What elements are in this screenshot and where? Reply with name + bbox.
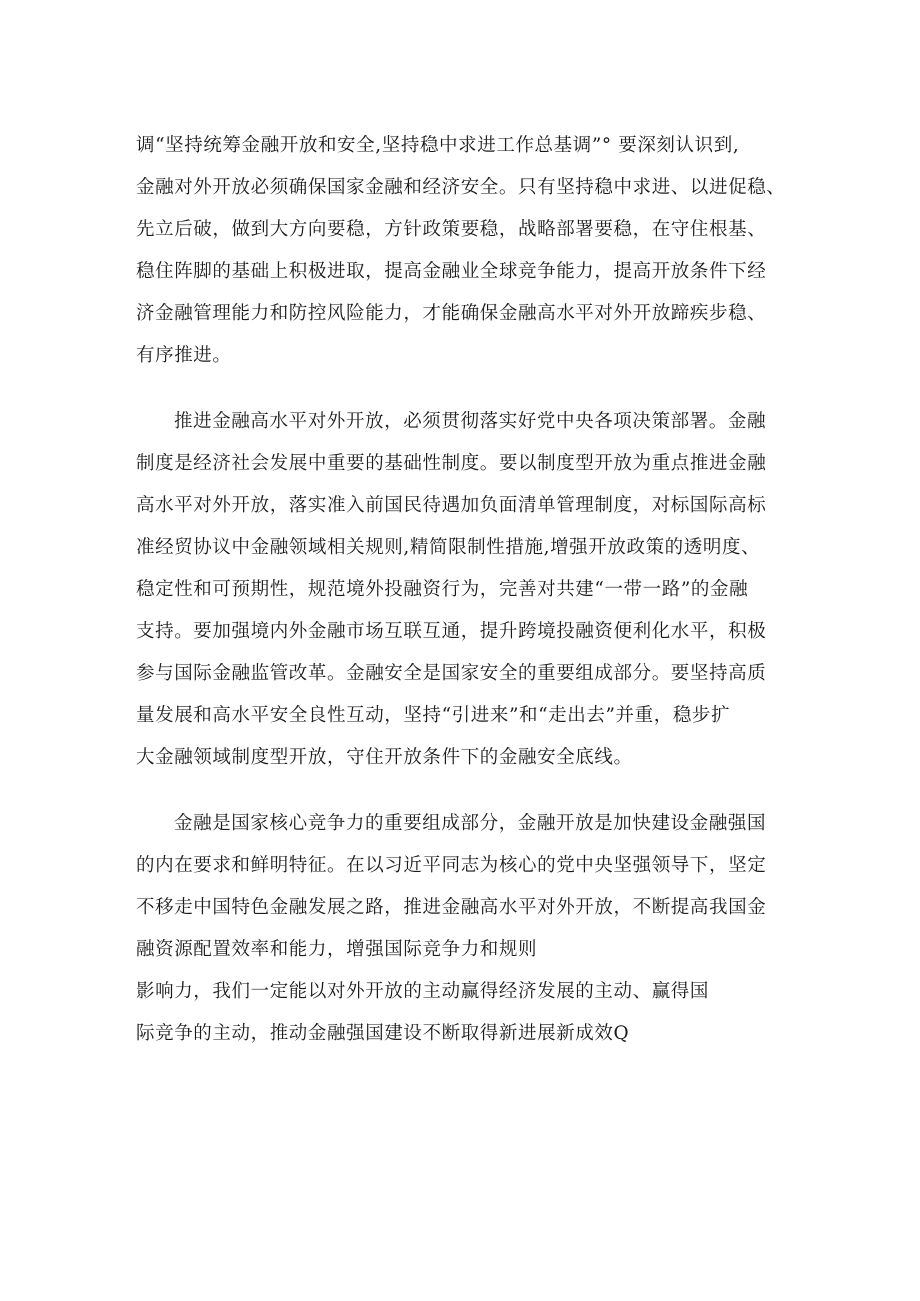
paragraph-2-line-6: 支持。要加强境内外金融市场互联互通，提升跨境投融资便利化水平，积极: [136, 621, 767, 642]
paragraph-1-line-1: 调“坚持统筹金融开放和安全,坚持稳中求进工作总基调”° 要深刻认识到,: [136, 135, 740, 156]
paragraph-1-line-2: 金融对外开放必须确保国家金融和经济安全。只有坚持稳中求进、以进促稳、: [136, 177, 786, 198]
paragraph-1-line-6: 有序推进。: [136, 345, 232, 366]
paragraph-3-line-4: 融资源配置效率和能力，增强国际竞争力和规则: [136, 939, 538, 960]
paragraph-1-line-4: 稳住阵脚的基础上积极进取，提高金融业全球竞争能力，提高开放条件下经: [136, 261, 767, 282]
paragraph-3-line-2: 的内在要求和鲜明特征。在以习近平同志为核心的党中央坚强领导下，坚定: [136, 855, 767, 876]
paragraph-2-line-1: 推进金融高水平对外开放，必须贯彻落实好党中央各项决策部署。金融: [174, 411, 767, 432]
paragraph-2-line-3: 高水平对外开放，落实准入前国民待遇加负面清单管理制度，对标国际高标: [136, 495, 767, 516]
paragraph-1-line-5: 济金融管理能力和防控风险能力，才能确保金融高水平对外开放蹄疾步稳、: [136, 303, 767, 324]
paragraph-3-line-5: 影响力，我们一定能以对外开放的主动赢得经济发展的主动、赢得国: [136, 981, 710, 1002]
paragraph-2-line-8: 量发展和高水平安全良性互动，坚持“引进来”和“走出去”并重，稳步扩: [136, 705, 731, 726]
paragraph-2-line-7: 参与国际金融监管改革。金融安全是国家安全的重要组成部分。要坚持高质: [136, 663, 767, 684]
paragraph-1-line-3: 先立后破，做到大方向要稳，方针政策要稳，战略部署要稳，在守住根基、: [136, 219, 767, 240]
paragraph-3-line-3: 不移走中国特色金融发展之路，推进金融高水平对外开放，不断提高我国金: [136, 897, 767, 918]
paragraph-2-line-9: 大金融领域制度型开放，守住开放条件下的金融安全底线。: [136, 747, 633, 768]
paragraph-2-line-2: 制度是经济社会发展中重要的基础性制度。要以制度型开放为重点推进金融: [136, 453, 767, 474]
paragraph-3-line-1: 金融是国家核心竞争力的重要组成部分，金融开放是加快建设金融强国: [174, 813, 767, 834]
paragraph-2-line-5: 稳定性和可预期性，规范境外投融资行为，完善对共建“一带一路”的金融: [136, 579, 749, 600]
paragraph-2-line-4: 准经贸协议中金融领域相关规则,精简限制性措施,增强开放政策的透明度、: [136, 537, 761, 558]
paragraph-3-line-6: 际竞争的主动，推动金融强国建设不断取得新进展新成效Q: [136, 1023, 630, 1044]
